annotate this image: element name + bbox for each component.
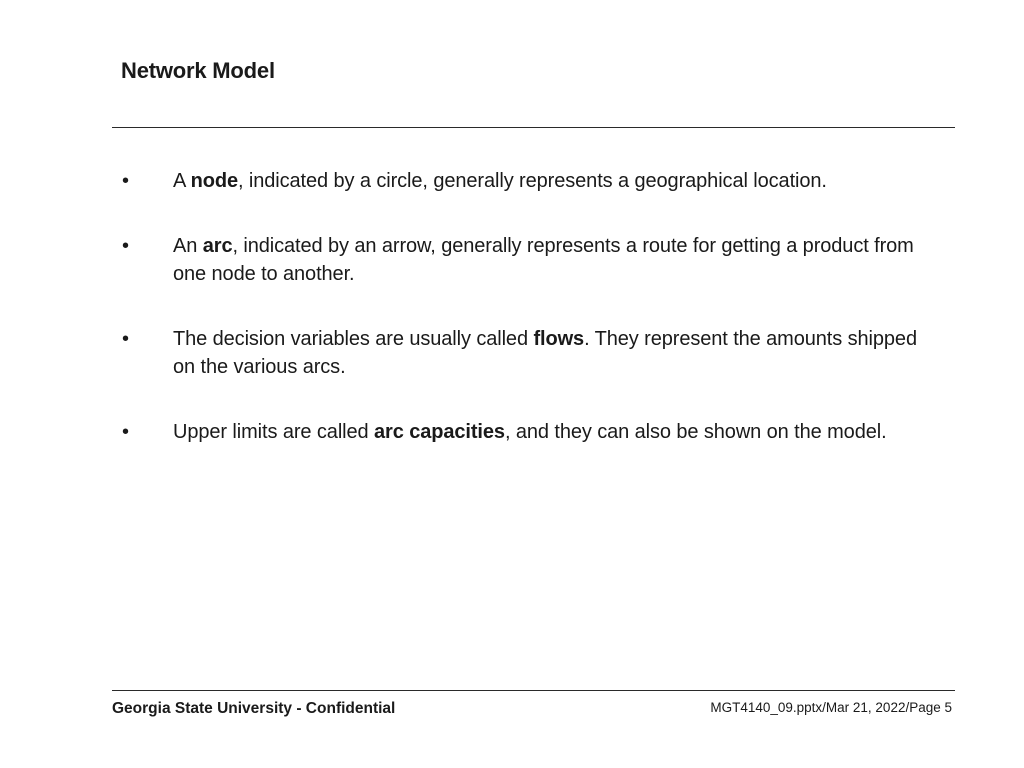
bullet-marker: •	[122, 421, 130, 443]
bullet-text	[173, 325, 943, 381]
bullet-text	[173, 167, 943, 195]
bullet-marker: •	[122, 328, 130, 350]
bullet-text-before: An	[173, 235, 203, 257]
bullet-term: node	[190, 170, 238, 192]
bullet-text-before: A	[173, 170, 191, 192]
footer-page-info: MGT4140_09.pptx/Mar 21, 2022/Page 5	[710, 700, 952, 715]
bullet-text	[173, 418, 943, 446]
bullet-text-after: , indicated by an arrow, generally represents a route for getting a product from one node to another.	[173, 235, 914, 285]
title-divider	[112, 127, 955, 128]
bullet-text-after: , and they can also be shown on the model.	[504, 421, 887, 443]
bullet-text-before: Upper limits are called	[173, 421, 375, 443]
footer-organization: Georgia State University - Confidential	[112, 700, 396, 717]
bullet-term: arc	[202, 235, 233, 257]
bullet-text-after: , indicated by a circle, generally represents a geographical location.	[237, 170, 827, 192]
bullet-marker: •	[122, 170, 130, 192]
slide-title: Network Model	[121, 58, 275, 83]
bullet-term: arc capacities	[374, 421, 505, 443]
bullet-text-before: The decision variables are usually called	[173, 328, 534, 350]
footer-divider	[112, 690, 955, 691]
bullet-marker: •	[122, 235, 130, 257]
bullet-text	[173, 232, 943, 288]
bullet-text-after: . They represent the amounts shipped on the various arcs.	[173, 328, 917, 378]
bullet-term: flows	[533, 328, 585, 350]
